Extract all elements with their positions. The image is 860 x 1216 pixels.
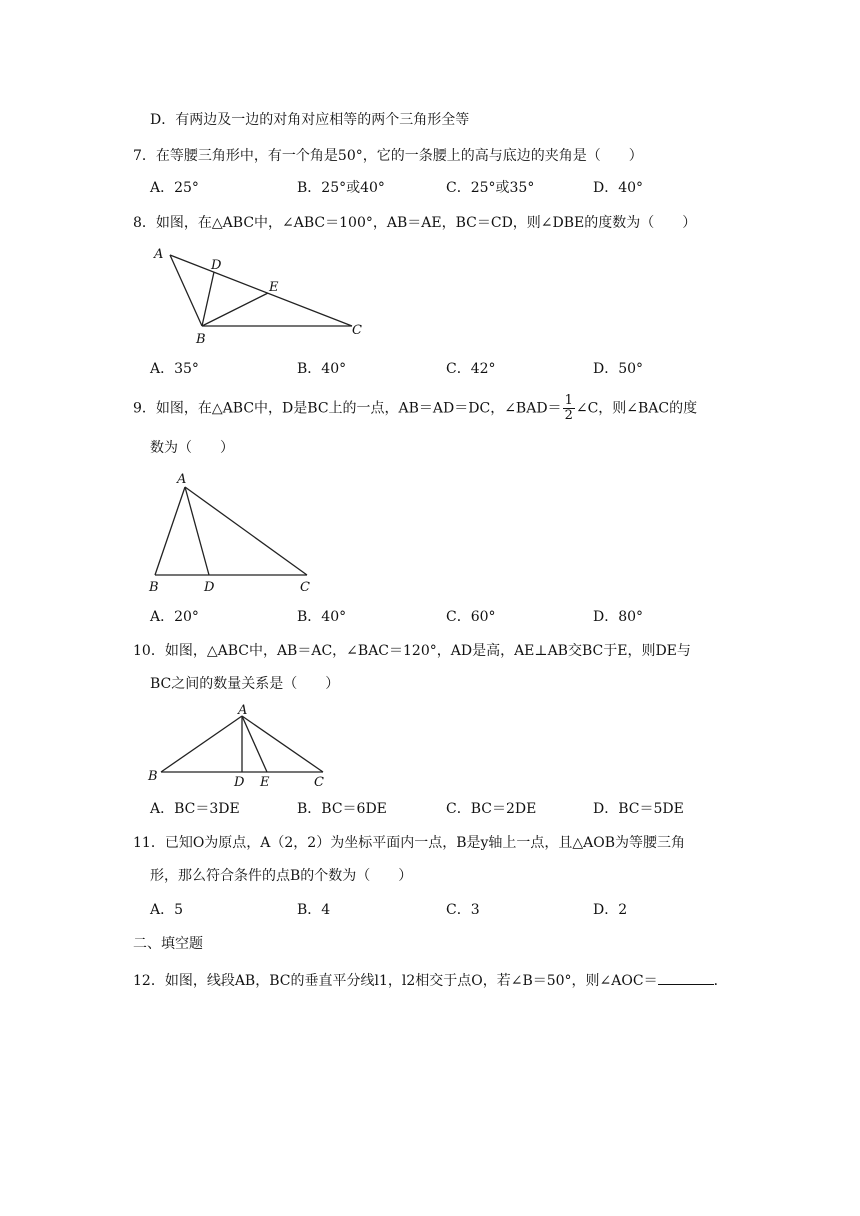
q8-figure <box>148 240 373 350</box>
q10-label-d: D <box>234 775 245 790</box>
q10-figure <box>145 700 335 792</box>
q8-option-b: B．40° <box>297 361 347 377</box>
q11-option-b: B．4 <box>297 902 331 918</box>
q8-label-c: C <box>352 323 362 338</box>
q10-label-e: E <box>260 775 270 790</box>
section-title-fill-in: 二、填空题 <box>133 936 203 952</box>
q9-stem <box>133 394 697 423</box>
q10-label-a: A <box>238 703 248 718</box>
q10-option-a: A．BC＝3DE <box>150 801 240 817</box>
q9-label-b: B <box>149 580 159 595</box>
q11-option-a: A．5 <box>150 902 184 918</box>
q10-stem-line2: BC之间的数量关系是（ ） <box>150 676 340 692</box>
q10-option-b: B．BC＝6DE <box>297 801 387 817</box>
q12-stem <box>133 970 728 991</box>
q7-stem: 7．在等腰三角形中，有一个角是50°，它的一条腰上的高与底边的夹角是（ ） <box>133 148 643 164</box>
q8-label-e: E <box>269 280 279 295</box>
q9-option-d: D．80° <box>593 609 644 625</box>
q8-stem: 8．如图，在△ABC中，∠ABC＝100°，AB＝AE，BC＝CD，则∠DBE的度数为（ ） <box>133 215 697 231</box>
q7-option-a: A．25° <box>150 180 199 196</box>
q7-option-d: D．40° <box>593 180 644 196</box>
q9-stem-line2: 数为（ ） <box>150 440 234 456</box>
q9-frac-den: 2 <box>564 408 573 423</box>
q9-fraction <box>563 394 575 423</box>
q9-option-b: B．40° <box>297 609 347 625</box>
q11-option-c: C．3 <box>446 902 480 918</box>
q7-option-c: C．25°或35° <box>446 180 535 196</box>
q10-option-d: D．BC＝5DE <box>593 801 684 817</box>
q8-option-d: D．50° <box>593 361 644 377</box>
q11-stem: 11．已知O为原点，A（2，2）为坐标平面内一点，B是y轴上一点，且△AOB为等腰三角 <box>133 835 686 851</box>
q9-option-c: C．60° <box>446 609 496 625</box>
q9-option-a: A．20° <box>150 609 199 625</box>
q10-stem: 10．如图，△ABC中，AB＝AC，∠BAC＝120°，AD是高，AE⊥AB交BC于E，则DE与 <box>133 643 691 659</box>
q9-label-a: A <box>177 472 187 487</box>
q9-figure <box>145 467 320 597</box>
q7-option-b: B．25°或40° <box>297 180 385 196</box>
q10-option-c: C．BC＝2DE <box>446 801 537 817</box>
q6-option-d: D．有两边及一边的对角对应相等的两个三角形全等 <box>150 112 470 128</box>
q8-label-d: D <box>211 258 222 273</box>
q11-option-d: D．2 <box>593 902 628 918</box>
q11-stem-line2: 形，那么符合条件的点B的个数为（ ） <box>150 868 413 884</box>
q12-answer-blank[interactable] <box>658 970 714 985</box>
q9-frac-num: 1 <box>564 393 573 408</box>
q8-option-c: C．42° <box>446 361 496 377</box>
q8-label-a: A <box>154 247 164 262</box>
q12-stem-end: ． <box>713 973 728 989</box>
q10-label-c: C <box>314 775 324 790</box>
q9-stem-post: ∠C，则∠BAC的度 <box>575 400 698 417</box>
q9-stem-pre: 9．如图，在△ABC中，D是BC上的一点，AB＝AD＝DC，∠BAD＝ <box>133 400 562 417</box>
q8-label-b: B <box>196 332 206 347</box>
q9-label-c: C <box>300 580 310 595</box>
q8-option-a: A．35° <box>150 361 199 377</box>
q9-label-d: D <box>204 580 215 595</box>
q12-stem-text: 12．如图，线段AB，BC的垂直平分线l1，l2相交于点O，若∠B＝50°，则∠AOC＝ <box>133 973 658 989</box>
q10-label-b: B <box>148 769 158 784</box>
